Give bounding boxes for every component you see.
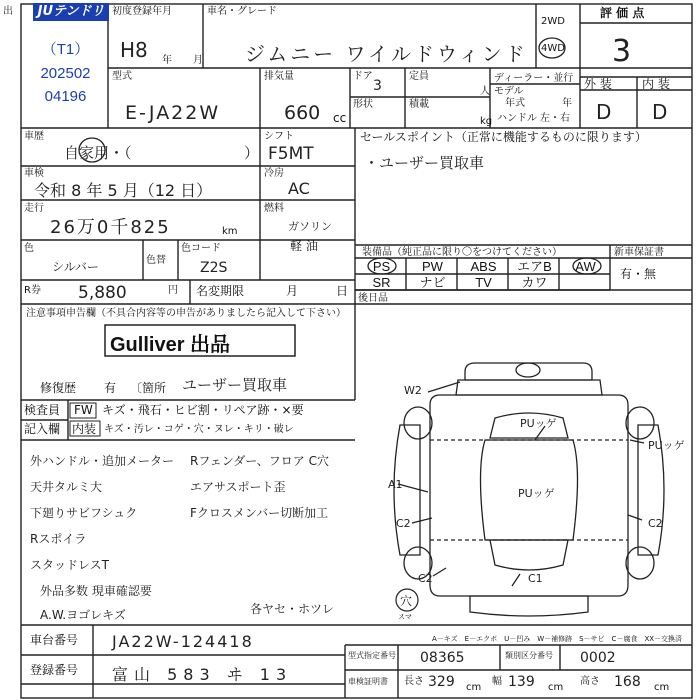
mark-center: PUッゲ [518,487,555,500]
inspector-label: 検査員 [24,403,61,417]
exterior-label: 外 装 [584,77,612,91]
displacement-value: 660 [284,102,321,124]
equip-abs: ABS [470,259,497,274]
note-3: 下廻りサビフシュク [30,506,138,520]
note-11: 各ヤセ・ホツレ [250,602,335,616]
ref-line-3: 04196 [44,88,87,105]
width-label: 幅 [492,676,502,687]
height-unit: cm [654,682,670,693]
model-year-unit: 年 [562,98,572,109]
first-reg-month-unit: 月 [193,55,203,66]
name-change-month: 月 [286,284,299,298]
shape-label: 形状 [353,99,373,110]
mark-c2-front: C2 [418,572,433,585]
reference-number [28,38,103,105]
note-4: Rスポイラ [30,532,87,546]
length-value: 329 [428,674,455,690]
name-change-day: 日 [336,284,349,298]
repair-history-value: 有 [104,381,117,395]
inspector-entry-label: 記入欄 [24,422,61,436]
color-value: シルバー [52,260,99,274]
notes-label: 注意事項申告欄（不具合内容等の申告がありましたら記入して下さい） [26,308,346,319]
fuel-label: 燃料 [264,203,284,214]
mark-a1: A1 [388,478,403,491]
interior-tag: 内装 [72,422,97,436]
length-unit: cm [466,682,482,693]
note-1: 外ハンドル・追加メーター [30,454,175,468]
color-change-label: 色替 [146,255,166,266]
load-unit: kg [480,116,493,127]
color-label: 色 [24,243,34,254]
mark-c2-right: C2 [648,517,663,530]
mileage-unit: km [222,226,238,237]
note-8: Rフェンダー、フロア C穴 [190,454,329,468]
first-reg-label: 初度登録年月 [112,6,172,17]
repair-note: ユーザー買取車 [182,376,288,394]
fuel-gasoline: ガソリン [288,220,332,233]
repair-bracket: 〔箇所 [130,381,167,395]
recycle-label: R券 [24,285,41,296]
equip-ps: PS [372,259,391,274]
type-label: 型式 [112,71,132,82]
first-reg-year-unit: 年 [162,55,172,66]
mark-roof: PUッゲ [520,417,557,430]
fw-items: キズ・飛石・ヒビ割・リペア跡・×要 [102,403,304,417]
model-label: モデル [494,86,524,97]
repair-history-label: 修復歴 [40,381,77,395]
class-value: 0002 [580,650,616,666]
drive-4wd: 4WD [541,43,565,54]
corner-mark: 出 [3,6,13,17]
length-label: 長さ [404,676,424,687]
plate-label: 登録番号 [30,663,79,677]
shift-label: シフト [264,131,294,142]
doors-value: 3 [373,78,382,94]
name-change-label: 名変期限 [196,284,245,298]
gulliver-stamp: Gulliver 出品 [110,334,231,356]
note-6: 外品多数 現車確認要 [40,584,152,598]
score-label: 評 価 点 [600,6,645,20]
ju-logo: JUテンドリ [33,3,109,21]
ac-value: AC [288,179,310,198]
warranty-label: 新車保証書 [614,247,664,258]
mark-c2-left: C2 [396,517,411,530]
warranty-options: 有・無 [620,267,657,281]
width-value: 139 [508,674,535,690]
capacity-unit: 人 [480,86,490,97]
dims-label: 車検証明書 [348,677,388,686]
note-5: スタッドレスT [30,558,109,572]
ac-label: 冷房 [264,168,284,179]
note-7: A.W.ヨゴレキズ [40,608,126,622]
equip-sr: SR [372,275,391,290]
first-reg-year: H8 [120,38,148,62]
sales-points-value: ・ユーザー買取車 [364,154,485,172]
type-value: E-JA22W [125,102,221,124]
model-year-label: 年式 [505,98,525,109]
capacity-label: 定員 [409,71,429,82]
fw-tag: FW [74,403,93,417]
chassis-label: 車台番号 [30,633,79,647]
exterior-grade: D [596,100,612,124]
mark-c1: C1 [528,572,543,585]
note-9: エアサスポート歪 [190,480,286,494]
drive-2wd: 2WD [541,16,565,27]
class-label: 類別区分番号 [505,651,553,660]
cert-value: 08365 [420,650,465,666]
use-value: 自家用・（ [64,144,132,162]
sales-points-label: セールスポイント（正常に機能するものに限ります） [360,130,647,144]
handle-options: 左・右 [540,113,570,124]
plate-value: 富山 583 ヰ 13 [112,665,293,684]
damage-legend: A－キズ E－エクボ U－凹み W－補修跡 S－サビ C－腐食 XX－交換済 [432,635,683,643]
ref-line-2: 202502 [40,65,91,82]
note-10: Fクロスメンバー切断加工 [190,506,329,520]
interior-items: キズ・汚レ・コゲ・穴・ヌレ・キリ・破レ [104,424,294,435]
height-value: 168 [614,674,641,690]
use-label: 車歴 [24,131,44,142]
equipment-label: 装備品（純正品に限り〇をつけてください） [362,247,562,258]
ref-line-1: （T1） [41,41,90,58]
displacement-label: 排気量 [264,71,294,82]
mark-right: PUッゲ [648,439,685,452]
later-items-label: 後日品 [358,293,388,304]
equip-pw: PW [422,259,443,274]
displacement-unit: cc [333,111,347,125]
use-paren-close: ） [244,144,260,162]
height-label: 高さ [580,676,600,687]
note-2: 天井タルミ大 [30,480,103,494]
mileage-label: 走行 [24,203,44,214]
model-name-label: 車名・グレード [207,6,277,17]
model-name: ジムニー ワイルドウィンド [245,42,528,66]
mark-w2: W2 [404,384,422,397]
mileage-value: 26万0千825 [50,217,171,238]
dealer-label: ディーラー・並行 [494,73,574,84]
width-unit: cm [548,682,564,693]
equip-leather: カワ [521,275,548,290]
recycle-value: 5,880 [78,283,127,303]
equip-tv: TV [475,275,492,290]
inspection-label: 車検 [24,168,44,179]
cert-label: 型式指定番号 [348,651,396,660]
inspection-value: 令和 8 年 5 月（12 日） [34,181,213,200]
color-code-label: 色コード [181,243,221,254]
equip-aw: AW [575,259,596,274]
handle-label: ハンドル [497,113,537,124]
legend-sticker-sub: スマ [398,613,412,621]
interior-label: 内 装 [642,77,670,91]
load-label: 積載 [409,99,429,110]
equip-airbag: エアB [517,259,552,274]
equip-navi: ナビ [419,275,446,290]
shift-value: F5MT [268,144,314,164]
recycle-unit: 円 [168,285,178,296]
doors-label: ドア [353,71,373,82]
score-value: 3 [612,34,632,69]
legend-sticker: 穴 [400,594,413,608]
color-code-value: Z2S [200,260,228,276]
fuel-diesel: 軽 油 [290,239,318,253]
interior-grade: D [652,100,668,124]
chassis-value: JA22W-124418 [112,632,254,651]
